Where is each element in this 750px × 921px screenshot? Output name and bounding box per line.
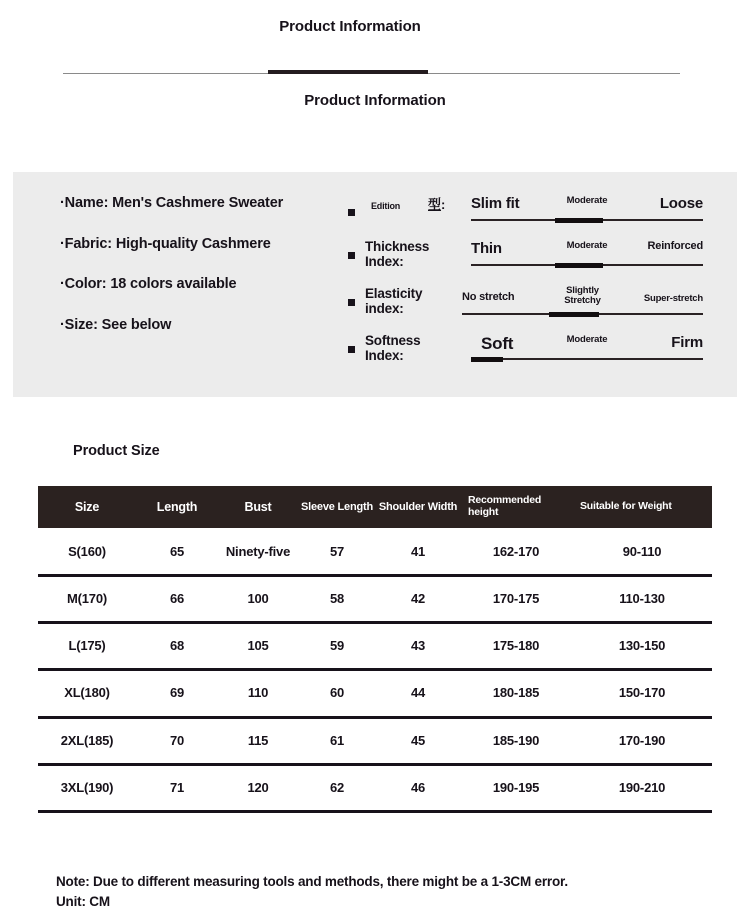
attribute-label-thickness: Thickness Index: <box>365 239 430 270</box>
cell-bust: 110 <box>218 670 298 717</box>
table-row <box>38 764 712 811</box>
scale-label-left-elasticity: No stretch <box>462 291 515 303</box>
scale-marker-edition <box>555 218 604 223</box>
cell-bust: 100 <box>218 575 298 622</box>
cell-length: 70 <box>136 717 218 764</box>
cell-height: 170-175 <box>460 575 572 622</box>
scale-labels-thickness <box>471 241 703 263</box>
cell-shoulder: 42 <box>376 575 460 622</box>
scale-label-left-thickness: Thin <box>471 240 502 257</box>
table-row <box>38 528 712 576</box>
cell-weight: 150-170 <box>572 670 712 717</box>
table-row <box>38 717 712 764</box>
cell-size: 3XL(190) <box>38 764 136 811</box>
cell-weight: 170-190 <box>572 717 712 764</box>
scale-label-mid-thickness: Moderate <box>566 240 608 251</box>
cell-sleeve: 61 <box>298 717 376 764</box>
detail-color: ·Color: 18 colors available <box>60 276 237 293</box>
measurement-note-line2: Unit: CM <box>56 893 110 909</box>
detail-size: ·Size: See below <box>60 316 172 333</box>
scale-label-right-softness: Firm <box>671 334 703 351</box>
cell-shoulder: 46 <box>376 764 460 811</box>
attribute-scale-edition <box>471 196 703 222</box>
attribute-scale-list <box>336 190 718 378</box>
cell-size: M(170) <box>38 575 136 622</box>
scale-label-left-edition: Slim fit <box>471 195 520 212</box>
attribute-row-edition <box>336 190 718 237</box>
cell-weight: 190-210 <box>572 764 712 811</box>
scale-labels-softness <box>471 335 703 357</box>
attribute-scale-thickness <box>471 241 703 267</box>
scale-track-edition[interactable] <box>471 218 703 222</box>
measurement-note <box>56 872 736 911</box>
cell-height: 185-190 <box>460 717 572 764</box>
column-header-bust: Bust <box>218 486 298 528</box>
cell-sleeve: 59 <box>298 623 376 670</box>
detail-name: ·Name: Men's Cashmere Sweater <box>60 195 284 211</box>
column-header-size: Size <box>38 486 136 528</box>
column-header-recommended-height: Recommended height <box>460 486 572 528</box>
attribute-label-elasticity: Elasticity index: <box>365 286 423 317</box>
column-header-suitable-for-weight: Suitable for Weight <box>572 486 712 528</box>
cell-shoulder: 41 <box>376 528 460 576</box>
attribute-row-softness <box>336 331 718 378</box>
table-row <box>38 670 712 717</box>
cell-bust: 120 <box>218 764 298 811</box>
attribute-row-thickness <box>336 237 718 284</box>
scale-track-thickness[interactable] <box>471 263 703 267</box>
cell-weight: 110-130 <box>572 575 712 622</box>
cell-sleeve: 60 <box>298 670 376 717</box>
scale-track-softness[interactable] <box>471 357 703 361</box>
table-row <box>38 623 712 670</box>
product-detail-list <box>60 194 345 334</box>
scale-label-left-softness: Soft <box>481 334 514 353</box>
scale-label-right-elasticity: Super-stretch <box>643 293 703 304</box>
table-header-row <box>38 486 712 528</box>
cell-height: 190-195 <box>460 764 572 811</box>
scale-label-right-thickness: Reinforced <box>647 240 703 252</box>
cell-size: 2XL(185) <box>38 717 136 764</box>
scale-track-elasticity[interactable] <box>462 312 703 316</box>
cell-bust: 115 <box>218 717 298 764</box>
cell-length: 65 <box>136 528 218 576</box>
scale-label-mid-edition: Moderate <box>566 195 608 206</box>
cell-weight: 90-110 <box>572 528 712 576</box>
scale-label-mid-elasticity: Slightly Stretchy <box>564 285 601 306</box>
attribute-label-softness: Softness Index: <box>365 333 421 364</box>
cell-sleeve: 57 <box>298 528 376 576</box>
column-header-length: Length <box>136 486 218 528</box>
tab-product-information[interactable]: Product Information <box>279 18 421 35</box>
attribute-label-edition-cjk <box>428 194 445 213</box>
cell-height: 162-170 <box>460 528 572 576</box>
cell-sleeve: 58 <box>298 575 376 622</box>
scale-marker-thickness <box>555 263 604 268</box>
tab-bar <box>0 0 750 78</box>
bullet-square-icon <box>348 299 355 306</box>
cell-size: XL(180) <box>38 670 136 717</box>
cell-shoulder: 45 <box>376 717 460 764</box>
product-size-heading: Product Size <box>73 443 160 459</box>
attribute-label-edition-cjk-glyph: 型 <box>428 197 442 212</box>
scale-label-right-edition: Loose <box>659 195 703 212</box>
cell-height: 180-185 <box>460 670 572 717</box>
measurement-note-line1: Note: Due to different measuring tools and methods, there might be a 1-3CM error. <box>56 874 568 889</box>
scale-label-mid-softness: Moderate <box>566 334 608 345</box>
cell-weight: 130-150 <box>572 623 712 670</box>
cell-size: S(160) <box>38 528 136 576</box>
product-info-panel <box>13 172 737 397</box>
scale-marker-softness <box>471 357 503 362</box>
detail-fabric: ·Fabric: High-quality Cashmere <box>60 235 271 252</box>
column-header-sleeve-length: Sleeve Length <box>298 486 376 528</box>
cell-size: L(175) <box>38 623 136 670</box>
cell-length: 71 <box>136 764 218 811</box>
cell-length: 66 <box>136 575 218 622</box>
scale-rail <box>471 358 703 360</box>
attribute-label-edition-colon: : <box>441 197 446 212</box>
cell-sleeve: 62 <box>298 764 376 811</box>
attribute-scale-softness <box>471 335 703 361</box>
attribute-label-edition: Edition <box>371 201 401 211</box>
scale-marker-elasticity <box>549 312 600 317</box>
cell-height: 175-180 <box>460 623 572 670</box>
section-title-product-information: Product Information <box>304 92 446 109</box>
cell-length: 68 <box>136 623 218 670</box>
cell-bust: Ninety-five <box>218 528 298 576</box>
column-header-shoulder-width: Shoulder Width <box>376 486 460 528</box>
bullet-square-icon <box>348 209 355 216</box>
tab-active-indicator <box>268 70 428 74</box>
cell-length: 69 <box>136 670 218 717</box>
scale-labels-edition <box>471 196 703 218</box>
bullet-square-icon <box>348 252 355 259</box>
cell-shoulder: 43 <box>376 623 460 670</box>
scale-labels-elasticity <box>462 286 703 312</box>
size-chart-table <box>38 486 712 813</box>
cell-bust: 105 <box>218 623 298 670</box>
cell-shoulder: 44 <box>376 670 460 717</box>
attribute-scale-elasticity <box>462 286 703 316</box>
attribute-row-elasticity <box>336 284 718 331</box>
bullet-square-icon <box>348 346 355 353</box>
table-row <box>38 575 712 622</box>
